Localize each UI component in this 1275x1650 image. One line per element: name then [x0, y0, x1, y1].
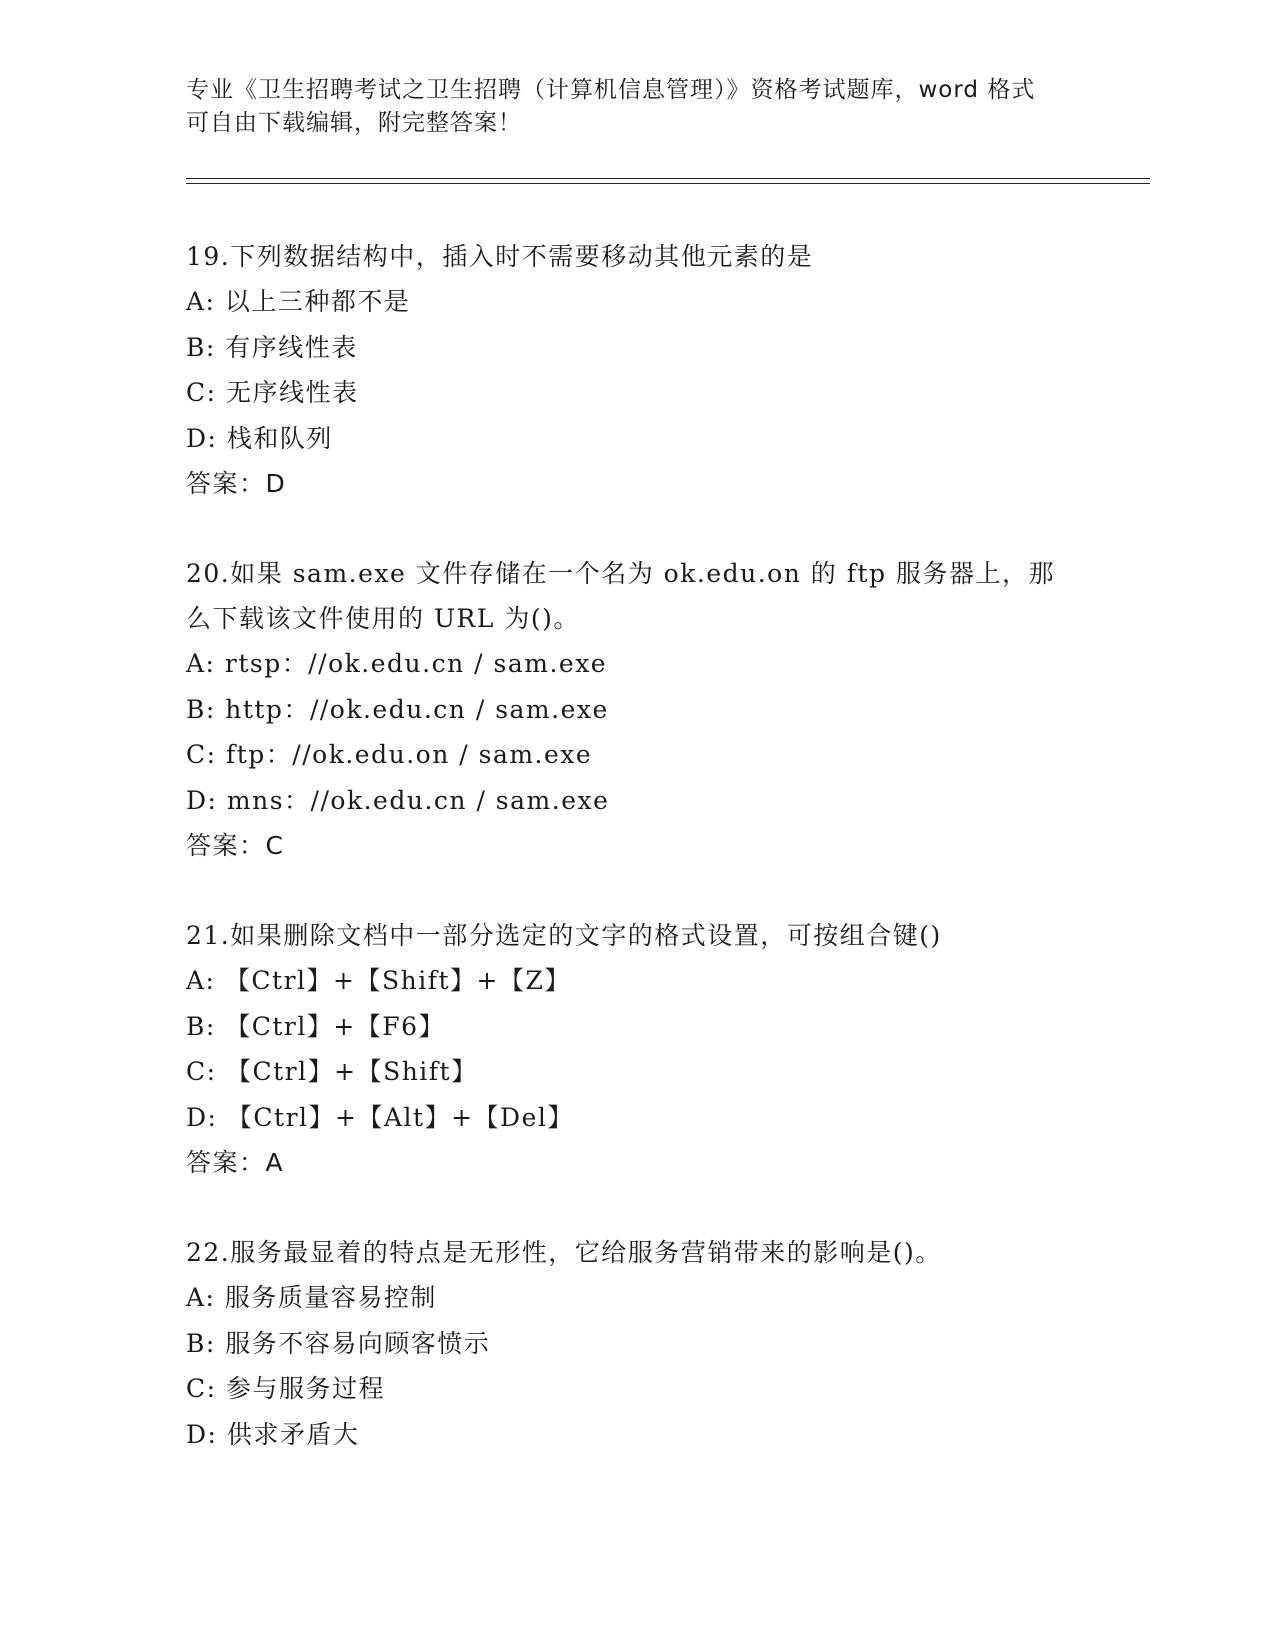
header-divider-top	[186, 178, 1150, 179]
document-header	[186, 74, 1066, 140]
option-c: C: 参与服务过程	[186, 1374, 385, 1403]
option-b: B: 有序线性表	[186, 332, 358, 362]
header-line-1: 专业《卫生招聘考试之卫生招聘（计算机信息管理）》资格考试题库，word 格式	[186, 77, 1036, 103]
header-divider-bottom	[186, 183, 1150, 184]
option-a: A: 以上三种都不是	[186, 287, 411, 316]
option-d: D: mns：//ok.edu.cn / sam.exe	[186, 785, 610, 815]
answer: 答案：C	[186, 831, 285, 860]
question-text: 22.服务最显着的特点是无形性，它给服务营销带来的影响是()。	[186, 1238, 942, 1267]
question-text: 19.下列数据结构中，插入时不需要移动其他元素的是	[186, 242, 814, 271]
option-a: A: 【Ctrl】+【Shift】+【Z】	[186, 966, 571, 995]
option-c: C: 无序线性表	[186, 378, 359, 407]
question-text-continued: 么下载该文件使用的 URL 为()。	[186, 604, 580, 633]
question-text: 20.如果 sam.exe 文件存储在一个名为 ok.edu.on 的 ftp 服务器上，那	[186, 559, 1055, 588]
option-b: B: 【Ctrl】+【F6】	[186, 1011, 446, 1041]
question-text: 21.如果删除文档中一部分选定的文字的格式设置，可按组合键()	[186, 921, 942, 950]
option-d: D: 供求矛盾大	[186, 1419, 360, 1449]
question-19	[186, 234, 1086, 506]
option-a: A: 服务质量容易控制	[186, 1283, 437, 1312]
option-b: B: http：//ok.edu.cn / sam.exe	[186, 694, 609, 724]
question-22	[186, 1230, 1086, 1457]
question-list	[186, 234, 1086, 1502]
option-c: C: 【Ctrl】+【Shift】	[186, 1057, 478, 1086]
answer: 答案：D	[186, 469, 287, 498]
option-b: B: 服务不容易向顾客愤示	[186, 1328, 491, 1358]
option-a: A: rtsp：//ok.edu.cn / sam.exe	[186, 649, 608, 678]
option-d: D: 栈和队列	[186, 423, 333, 453]
question-21	[186, 913, 1086, 1185]
option-c: C: ftp：//ok.edu.on / sam.exe	[186, 740, 593, 769]
answer: 答案：A	[186, 1148, 285, 1177]
option-d: D: 【Ctrl】+【Alt】+【Del】	[186, 1102, 574, 1132]
question-20	[186, 551, 1086, 868]
header-line-2: 可自由下载编辑，附完整答案！	[186, 110, 522, 136]
